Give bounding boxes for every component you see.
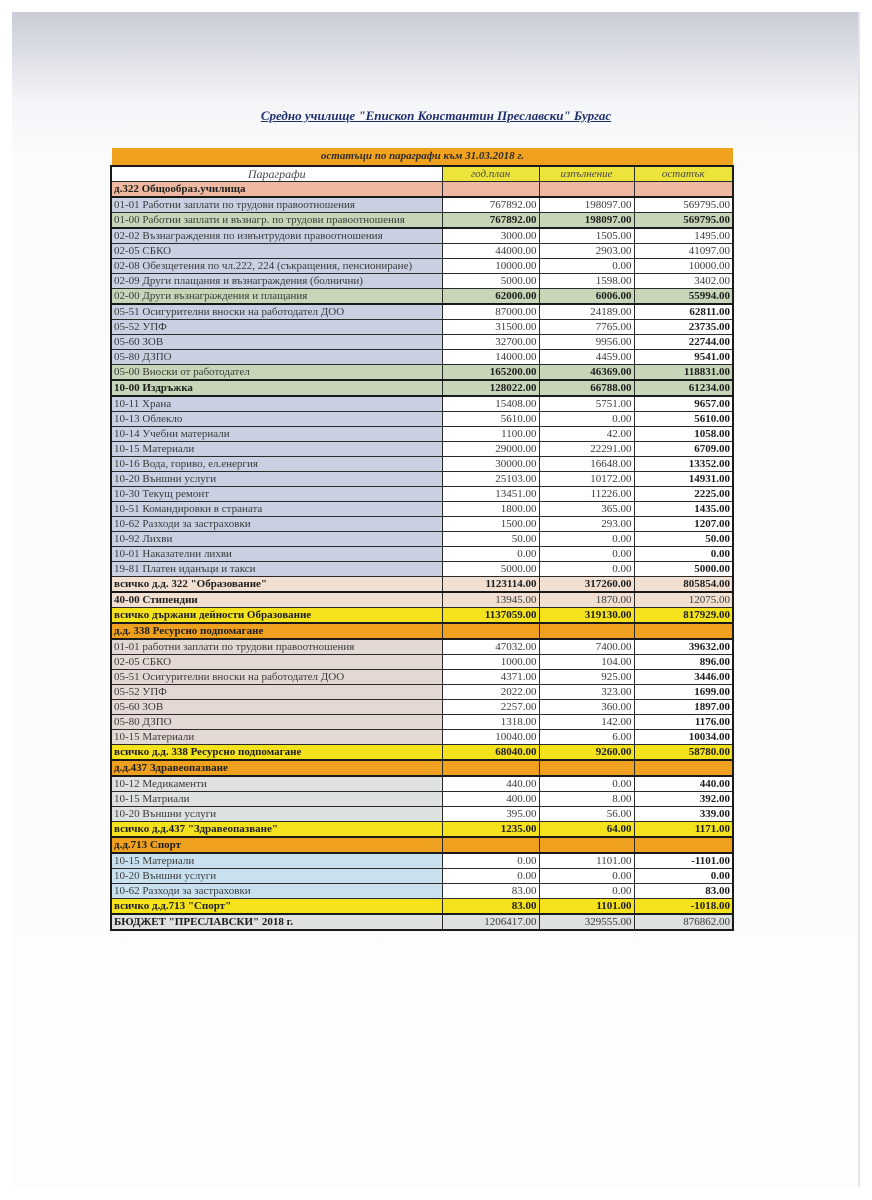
remainder-cell: 2225.00 [634,487,733,502]
execution-cell: 1505.00 [539,228,634,244]
table-row [111,304,733,320]
paragraph-label: 10-11 Храна [111,396,442,412]
execution-cell: 7765.00 [539,320,634,335]
remainder-cell: 896.00 [634,655,733,670]
execution-cell: 317260.00 [539,577,634,593]
remainder-cell [634,760,733,776]
paragraph-label: 19-81 Платен иданъци и такси [111,562,442,577]
execution-cell: 0.00 [539,259,634,274]
paragraph-label: 10-20 Външни услуги [111,807,442,822]
table-row [111,487,733,502]
remainder-cell: 83.00 [634,884,733,899]
annual-plan-cell: 1500.00 [442,517,539,532]
subtotal-row [111,380,733,396]
annual-plan-cell: 10000.00 [442,259,539,274]
annual-plan-cell: 5000.00 [442,562,539,577]
remainder-cell: 12075.00 [634,592,733,608]
remainder-cell: 805854.00 [634,577,733,593]
remainder-cell: 569795.00 [634,213,733,229]
paragraph-label: 10-62 Разходи за застраховки [111,517,442,532]
execution-cell: 7400.00 [539,639,634,655]
execution-cell: 1598.00 [539,274,634,289]
annual-plan-cell: 1235.00 [442,822,539,838]
annual-plan-cell: 1318.00 [442,715,539,730]
execution-cell: 16648.00 [539,457,634,472]
table-row [111,259,733,274]
remainder-cell: 13352.00 [634,457,733,472]
execution-cell: 925.00 [539,670,634,685]
annual-plan-cell: 68040.00 [442,745,539,761]
paragraph-label: всичко д.д.713 "Спорт" [111,899,442,915]
paragraph-label: 10-30 Текущ ремонт [111,487,442,502]
paragraph-label: всичко д.д. 322 "Образование" [111,577,442,593]
table-row [111,335,733,350]
remainder-cell: 41097.00 [634,244,733,259]
paragraph-label: 05-00 Вноски от работодател [111,365,442,381]
paragraph-label: 01-01 Работни заплати по трудови правоотношения [111,197,442,213]
annual-plan-cell: 3000.00 [442,228,539,244]
table-row [111,274,733,289]
paragraph-label: 10-00 Издръжка [111,380,442,396]
paragraph-label: 10-15 Материали [111,442,442,457]
annual-plan-cell [442,837,539,853]
table-row [111,457,733,472]
execution-cell [539,760,634,776]
table-row [111,427,733,442]
header-execution: изпълнение [539,166,634,182]
remainder-cell: 9657.00 [634,396,733,412]
grand-total-row [111,914,733,930]
paragraph-label: д.д.713 Спорт [111,837,442,853]
section-header-row [111,760,733,776]
remainder-cell: 5000.00 [634,562,733,577]
remainder-cell: 0.00 [634,869,733,884]
remainder-cell: -1018.00 [634,899,733,915]
table-row [111,639,733,655]
remainder-cell: 339.00 [634,807,733,822]
total-row [111,608,733,624]
execution-cell: 198097.00 [539,213,634,229]
header-paragraphs: Параграфи [111,166,442,182]
remainder-cell: 1897.00 [634,700,733,715]
execution-cell: 1101.00 [539,853,634,869]
execution-cell: 42.00 [539,427,634,442]
paragraph-label: 05-51 Осигурителни вноски на работодател ДОО [111,304,442,320]
paragraph-label: 02-08 Обезщетения по чл.222, 224 (съкращения, пенсиониране) [111,259,442,274]
annual-plan-cell: 767892.00 [442,213,539,229]
remainder-cell: 1435.00 [634,502,733,517]
subtotal-row [111,213,733,229]
header-row [111,166,733,182]
annual-plan-cell: 87000.00 [442,304,539,320]
table-row [111,396,733,412]
table-banner: остатъци по параграфи към 31.03.2018 г. [112,148,733,165]
annual-plan-cell [442,760,539,776]
table-row [111,807,733,822]
remainder-cell [634,182,733,198]
table-row [111,670,733,685]
paragraph-label: 10-15 Матриали [111,792,442,807]
remainder-cell: 6709.00 [634,442,733,457]
annual-plan-cell: 767892.00 [442,197,539,213]
remainder-cell: 10034.00 [634,730,733,745]
remainder-cell: 569795.00 [634,197,733,213]
annual-plan-cell: 4371.00 [442,670,539,685]
execution-cell: 1101.00 [539,899,634,915]
annual-plan-cell: 15408.00 [442,396,539,412]
header-remainder: остатък [634,166,733,182]
table-row [111,517,733,532]
execution-cell: 104.00 [539,655,634,670]
execution-cell [539,837,634,853]
table-row [111,869,733,884]
section-header-row [111,837,733,853]
paragraph-label: 40-00 Стипендии [111,592,442,608]
annual-plan-cell: 1206417.00 [442,914,539,930]
remainder-cell [634,837,733,853]
table-row [111,655,733,670]
remainder-cell [634,623,733,639]
annual-plan-cell: 83.00 [442,899,539,915]
execution-cell: 198097.00 [539,197,634,213]
remainder-cell: 1699.00 [634,685,733,700]
budget-table [110,165,734,931]
section-header-row [111,623,733,639]
execution-cell: 6006.00 [539,289,634,305]
execution-cell: 2903.00 [539,244,634,259]
table-row [111,502,733,517]
total-row [111,899,733,915]
remainder-cell: 9541.00 [634,350,733,365]
paragraph-label: 10-16 Вода, гориво, ел.енергия [111,457,442,472]
paragraph-label: 02-00 Други възнаграждения и плащания [111,289,442,305]
remainder-cell: 1495.00 [634,228,733,244]
table-row [111,320,733,335]
execution-cell: 46369.00 [539,365,634,381]
execution-cell: 142.00 [539,715,634,730]
execution-cell: 0.00 [539,547,634,562]
table-body [111,182,733,931]
annual-plan-cell: 0.00 [442,869,539,884]
table-row [111,532,733,547]
paragraph-label: 10-01 Наказателни лихви [111,547,442,562]
annual-plan-cell: 400.00 [442,792,539,807]
paragraph-label: 01-01 работни заплати по трудови правоотношения [111,639,442,655]
annual-plan-cell: 1800.00 [442,502,539,517]
execution-cell: 0.00 [539,869,634,884]
annual-plan-cell: 2257.00 [442,700,539,715]
table-row [111,853,733,869]
paragraph-label: всичко държани дейности Образование [111,608,442,624]
annual-plan-cell: 1137059.00 [442,608,539,624]
document-title: Средно училище "Епископ Константин Преславски" Бургас [260,108,612,123]
annual-plan-cell: 44000.00 [442,244,539,259]
remainder-cell: 392.00 [634,792,733,807]
paragraph-label: 02-05 СБКО [111,244,442,259]
annual-plan-cell: 128022.00 [442,380,539,396]
remainder-cell: 876862.00 [634,914,733,930]
total-row [111,577,733,593]
paragraph-label: 10-92 Лихви [111,532,442,547]
remainder-cell: 817929.00 [634,608,733,624]
execution-cell: 365.00 [539,502,634,517]
paragraph-label: 05-60 ЗОВ [111,335,442,350]
table-row [111,792,733,807]
paragraph-label: 01-00 Работни заплати и възнагр. по трудови правоотношения [111,213,442,229]
annual-plan-cell: 0.00 [442,547,539,562]
paragraph-label: 10-12 Медикаменти [111,776,442,792]
annual-plan-cell: 50.00 [442,532,539,547]
paragraph-label: 10-62 Разходи за застраховки [111,884,442,899]
execution-cell: 9956.00 [539,335,634,350]
execution-cell: 9260.00 [539,745,634,761]
table-row [111,197,733,213]
paragraph-label: 05-80 ДЗПО [111,350,442,365]
table-row [111,547,733,562]
table-row [111,685,733,700]
remainder-cell: 5610.00 [634,412,733,427]
remainder-cell: 10000.00 [634,259,733,274]
total-row [111,745,733,761]
table-row [111,228,733,244]
paragraph-label: 02-09 Други плащания и възнаграждения (болнични) [111,274,442,289]
paragraph-label: 05-51 Осигурителни вноски на работодател ДОО [111,670,442,685]
paragraph-label: 05-60 ЗОВ [111,700,442,715]
paragraph-label: д.д.437 Здравеопазване [111,760,442,776]
table-row [111,592,733,608]
remainder-cell: 50.00 [634,532,733,547]
annual-plan-cell: 14000.00 [442,350,539,365]
execution-cell: 0.00 [539,412,634,427]
execution-cell: 11226.00 [539,487,634,502]
annual-plan-cell: 13451.00 [442,487,539,502]
annual-plan-cell: 29000.00 [442,442,539,457]
table-row [111,700,733,715]
paragraph-label: БЮДЖЕТ "ПРЕСЛАВСКИ" 2018 г. [111,914,442,930]
annual-plan-cell: 1000.00 [442,655,539,670]
execution-cell: 8.00 [539,792,634,807]
table-row [111,562,733,577]
execution-cell: 66788.00 [539,380,634,396]
annual-plan-cell: 1100.00 [442,427,539,442]
execution-cell: 0.00 [539,776,634,792]
annual-plan-cell: 165200.00 [442,365,539,381]
execution-cell: 56.00 [539,807,634,822]
paragraph-label: 05-52 УПФ [111,320,442,335]
paragraph-label: 10-15 Материали [111,730,442,745]
annual-plan-cell: 5000.00 [442,274,539,289]
table-row [111,730,733,745]
execution-cell: 10172.00 [539,472,634,487]
annual-plan-cell: 440.00 [442,776,539,792]
annual-plan-cell: 31500.00 [442,320,539,335]
execution-cell: 1870.00 [539,592,634,608]
paragraph-label: д.322 Общообраз.училища [111,182,442,198]
remainder-cell: 61234.00 [634,380,733,396]
section-header-row [111,182,733,198]
annual-plan-cell: 47032.00 [442,639,539,655]
annual-plan-cell [442,623,539,639]
execution-cell: 319130.00 [539,608,634,624]
table-row [111,715,733,730]
paragraph-label: 05-52 УПФ [111,685,442,700]
paragraph-label: 02-02 Възнаграждения по извънтрудови правоотношения [111,228,442,244]
annual-plan-cell: 13945.00 [442,592,539,608]
execution-cell: 360.00 [539,700,634,715]
remainder-cell: -1101.00 [634,853,733,869]
budget-table-container [110,148,732,931]
table-row [111,472,733,487]
table-row [111,776,733,792]
header-annual-plan: год.план [442,166,539,182]
paragraph-label: всичко д.д. 338 Ресурсно подпомагане [111,745,442,761]
execution-cell: 4459.00 [539,350,634,365]
paragraph-label: 10-20 Външни услуги [111,869,442,884]
table-row [111,884,733,899]
remainder-cell: 1171.00 [634,822,733,838]
execution-cell: 6.00 [539,730,634,745]
remainder-cell: 1058.00 [634,427,733,442]
annual-plan-cell: 30000.00 [442,457,539,472]
table-row [111,442,733,457]
annual-plan-cell: 32700.00 [442,335,539,350]
annual-plan-cell: 2022.00 [442,685,539,700]
execution-cell: 0.00 [539,562,634,577]
annual-plan-cell [442,182,539,198]
paragraph-label: всичко д.д.437 "Здравеопазване" [111,822,442,838]
subtotal-row [111,289,733,305]
paragraph-label: 10-13 Облекло [111,412,442,427]
execution-cell [539,623,634,639]
paragraph-label: 10-51 Командировки в страната [111,502,442,517]
paragraph-label: 05-80 ДЗПО [111,715,442,730]
remainder-cell: 0.00 [634,547,733,562]
execution-cell: 293.00 [539,517,634,532]
execution-cell [539,182,634,198]
subtotal-row [111,365,733,381]
remainder-cell: 55994.00 [634,289,733,305]
paragraph-label: 10-14 Учебни материали [111,427,442,442]
remainder-cell: 118831.00 [634,365,733,381]
execution-cell: 329555.00 [539,914,634,930]
execution-cell: 24189.00 [539,304,634,320]
annual-plan-cell: 62000.00 [442,289,539,305]
annual-plan-cell: 25103.00 [442,472,539,487]
annual-plan-cell: 5610.00 [442,412,539,427]
remainder-cell: 3446.00 [634,670,733,685]
annual-plan-cell: 1123114.00 [442,577,539,593]
paragraph-label: 10-20 Външни услуги [111,472,442,487]
execution-cell: 64.00 [539,822,634,838]
table-row [111,244,733,259]
table-row [111,412,733,427]
annual-plan-cell: 10040.00 [442,730,539,745]
remainder-cell: 23735.00 [634,320,733,335]
execution-cell: 22291.00 [539,442,634,457]
paragraph-label: д.д. 338 Ресурсно подпомагане [111,623,442,639]
paragraph-label: 02-05 СБКО [111,655,442,670]
remainder-cell: 1207.00 [634,517,733,532]
remainder-cell: 39632.00 [634,639,733,655]
execution-cell: 0.00 [539,884,634,899]
total-row [111,822,733,838]
table-row [111,350,733,365]
annual-plan-cell: 83.00 [442,884,539,899]
execution-cell: 0.00 [539,532,634,547]
execution-cell: 323.00 [539,685,634,700]
remainder-cell: 14931.00 [634,472,733,487]
remainder-cell: 58780.00 [634,745,733,761]
remainder-cell: 62811.00 [634,304,733,320]
remainder-cell: 440.00 [634,776,733,792]
remainder-cell: 22744.00 [634,335,733,350]
paragraph-label: 10-15 Материали [111,853,442,869]
annual-plan-cell: 0.00 [442,853,539,869]
remainder-cell: 3402.00 [634,274,733,289]
execution-cell: 5751.00 [539,396,634,412]
remainder-cell: 1176.00 [634,715,733,730]
annual-plan-cell: 395.00 [442,807,539,822]
